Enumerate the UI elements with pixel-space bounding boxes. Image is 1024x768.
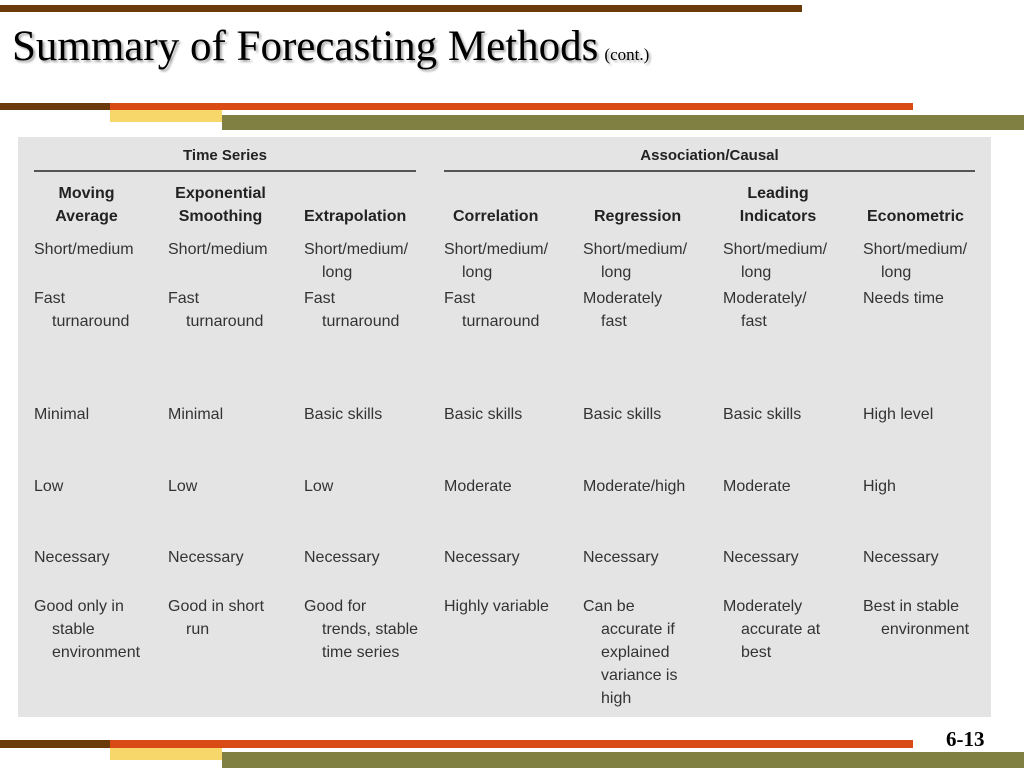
table-cell-line: Moderate — [444, 478, 512, 495]
table-cell — [863, 238, 967, 284]
table-cell — [34, 546, 110, 569]
table-cell-line: Short/medium/ — [304, 241, 409, 258]
table-cell-line: Necessary — [34, 549, 110, 566]
table-cell — [583, 403, 661, 426]
table-cell-line: Best in stable — [863, 598, 960, 615]
table-cell — [168, 595, 264, 641]
table-cell — [444, 238, 548, 284]
column-header — [867, 205, 964, 228]
group-line-time-series — [34, 170, 416, 172]
table-cell — [863, 595, 969, 641]
column-header — [34, 182, 139, 228]
table-cell — [583, 238, 687, 284]
top-brown-bar — [0, 5, 802, 12]
table-cell-line: Necessary — [583, 549, 659, 566]
table-cell — [168, 546, 244, 569]
table-cell — [863, 475, 896, 498]
table-cell-line: Moderately — [583, 290, 663, 307]
table-cell-line: Basic skills — [304, 406, 383, 423]
table-cell-line: fast — [741, 313, 767, 330]
table-cell — [863, 546, 939, 569]
table-cell-line: long — [741, 264, 772, 281]
table-cell — [583, 475, 685, 498]
table-cell-line: long — [881, 264, 912, 281]
table-cell-line: Short/medium/ — [583, 241, 688, 258]
table-cell — [723, 238, 827, 284]
table-cell — [304, 546, 380, 569]
column-header-line: Average — [55, 208, 118, 225]
table-cell — [583, 287, 662, 333]
table-cell — [34, 238, 134, 261]
column-header-line: Extrapolation — [304, 208, 407, 225]
table-cell-line: Moderately — [723, 598, 803, 615]
table-cell-line: Low — [34, 478, 64, 495]
table-cell-line: Necessary — [723, 549, 799, 566]
column-header — [453, 205, 538, 228]
table-cell-line: long — [601, 264, 632, 281]
table-cell-line: Moderately/ — [723, 290, 807, 307]
table-cell — [304, 287, 399, 333]
table-cell-line: Short/medium — [168, 241, 268, 258]
table-cell — [168, 403, 223, 426]
table-cell — [304, 475, 333, 498]
bottom-orange-bar — [110, 740, 913, 748]
table-cell-line: Necessary — [168, 549, 244, 566]
title-underline-orange — [110, 103, 913, 110]
table-cell-line: High — [863, 478, 896, 495]
table-cell — [583, 595, 677, 710]
table-cell — [444, 403, 522, 426]
table-cell-line: Short/medium/ — [863, 241, 968, 258]
group-header-association-causal: Association/Causal — [640, 147, 779, 164]
table-cell — [444, 546, 520, 569]
table-cell — [723, 403, 801, 426]
table-cell — [304, 403, 382, 426]
table-cell-line: Needs time — [863, 290, 944, 307]
table-cell — [34, 287, 129, 333]
table-cell-line: Minimal — [34, 406, 90, 423]
table-cell — [168, 238, 268, 261]
table-cell-line: Short/medium/ — [444, 241, 549, 258]
bottom-yellow-bar — [110, 748, 222, 760]
table-cell-line: Necessary — [863, 549, 939, 566]
table-cell — [304, 238, 408, 284]
title-suffix: (cont.) — [604, 45, 650, 64]
table-cell-line: trends, stable — [322, 621, 419, 638]
column-header-line: Moving — [58, 185, 115, 202]
table-cell — [168, 287, 263, 333]
column-header-line: Smoothing — [178, 208, 263, 225]
table-cell-line: Minimal — [168, 406, 224, 423]
table-cell — [863, 287, 944, 310]
table-cell-line: Can be — [583, 598, 635, 615]
table-cell-line: Basic skills — [444, 406, 523, 423]
table-cell-line: Necessary — [444, 549, 520, 566]
table-cell — [863, 403, 933, 426]
table-cell-line: accurate if — [601, 621, 675, 638]
column-header — [304, 205, 406, 228]
table-cell-line: Fast — [444, 290, 476, 307]
table-cell-line: turnaround — [322, 313, 400, 330]
table-cell-line: variance is — [601, 667, 678, 684]
column-header-line: Leading — [747, 185, 809, 202]
column-header-line: Indicators — [739, 208, 817, 225]
table-cell — [723, 546, 799, 569]
table-cell — [444, 287, 539, 333]
table-cell-line: Fast — [304, 290, 336, 307]
bottom-olive-bar — [222, 752, 1024, 768]
table-cell — [723, 475, 791, 498]
table-cell-line: time series — [322, 644, 400, 661]
table-cell — [34, 595, 140, 664]
title-underline-brown — [0, 103, 110, 110]
table-cell-line: environment — [881, 621, 970, 638]
table-cell — [583, 546, 659, 569]
table-cell-line: High level — [863, 406, 934, 423]
table-cell-line: turnaround — [52, 313, 130, 330]
table-cell-line: Short/medium/ — [723, 241, 828, 258]
bottom-brown-bar — [0, 740, 110, 748]
table-cell-line: Good in short — [168, 598, 265, 615]
page-title — [12, 22, 649, 71]
table-cell-line: long — [322, 264, 353, 281]
table-cell-line: run — [186, 621, 210, 638]
table-cell — [444, 595, 549, 618]
table-cell-line: long — [462, 264, 493, 281]
group-header-time-series: Time Series — [183, 147, 267, 164]
table-cell-line: explained — [601, 644, 670, 661]
table-cell-line: Good for — [304, 598, 367, 615]
table-cell-line: fast — [601, 313, 627, 330]
table-cell-line: Good only in — [34, 598, 124, 615]
table-cell-line: best — [741, 644, 772, 661]
table-cell-line: Fast — [34, 290, 66, 307]
table-cell-line: Low — [304, 478, 334, 495]
column-header — [723, 182, 833, 228]
table-cell — [304, 595, 418, 664]
table-cell-line: Short/medium — [34, 241, 134, 258]
table-cell-line: Low — [168, 478, 198, 495]
column-header-line: Correlation — [453, 208, 539, 225]
page-number: 6-13 — [946, 727, 985, 751]
table-cell-line: turnaround — [462, 313, 540, 330]
table-cell — [34, 475, 63, 498]
table-cell-line: Moderate/high — [583, 478, 686, 495]
table-cell-line: Moderate — [723, 478, 791, 495]
column-header — [168, 182, 273, 228]
table-cell-line: Necessary — [304, 549, 380, 566]
title-underline-yellow — [110, 110, 222, 122]
table-cell-line: Basic skills — [723, 406, 802, 423]
table-cell-line: high — [601, 690, 632, 707]
table-cell — [723, 287, 807, 333]
table-cell-line: Basic skills — [583, 406, 662, 423]
table-cell-line: accurate at — [741, 621, 821, 638]
table-cell — [723, 595, 820, 664]
column-header-line: Regression — [594, 208, 682, 225]
table-cell-line: Fast — [168, 290, 200, 307]
group-line-association-causal — [444, 170, 975, 172]
column-header-line: Econometric — [867, 208, 964, 225]
table-cell-line: environment — [52, 644, 141, 661]
table-cell — [444, 475, 512, 498]
column-header-line: Exponential — [175, 185, 266, 202]
table-cell-line: turnaround — [186, 313, 264, 330]
table-cell — [34, 403, 89, 426]
column-header — [594, 205, 681, 228]
table-cell-line: Highly variable — [444, 598, 549, 615]
title-text: Summary of Forecasting Methods — [12, 23, 599, 70]
title-underline-olive — [222, 115, 1024, 130]
table-cell — [168, 475, 197, 498]
table-cell-line: stable — [52, 621, 95, 638]
